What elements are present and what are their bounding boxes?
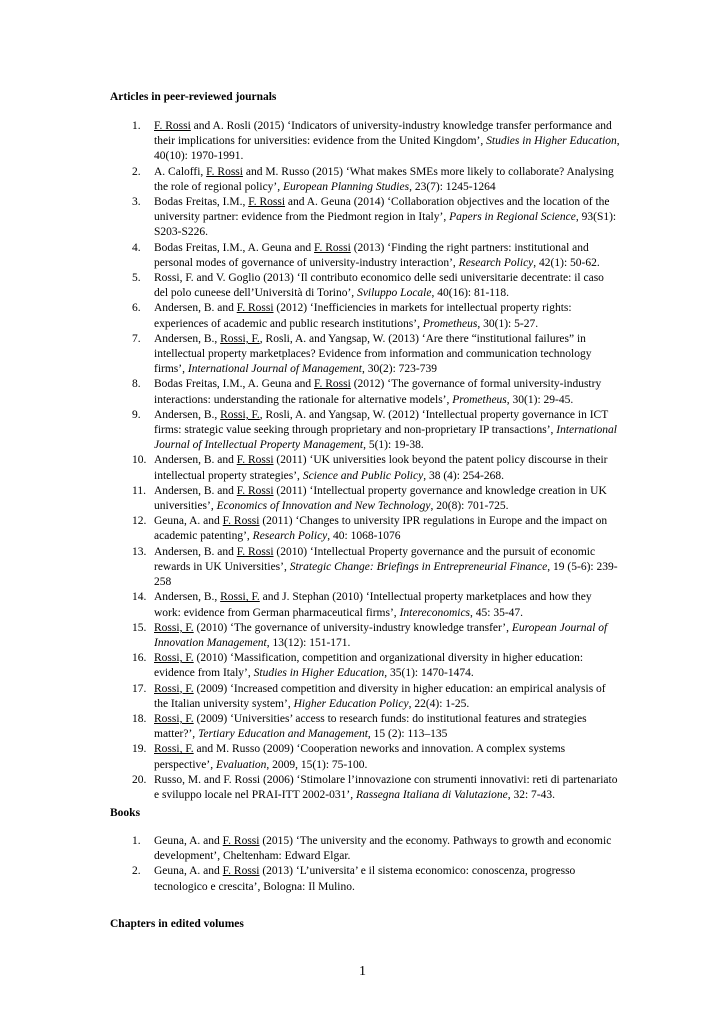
reference-text: Andersen, B. and — [154, 545, 237, 558]
journal-title: Evaluation — [215, 758, 267, 771]
reference-number: 7. — [132, 332, 141, 345]
reference-text: (2013) ‘Finding the right partners: institutional and personal modes of governance of university-industry interaction’, — [154, 241, 589, 269]
reference-item — [110, 119, 620, 165]
reference-item — [110, 590, 620, 620]
reference-item — [110, 834, 620, 864]
reference-text: Geuna, A. and — [154, 865, 223, 878]
journal-title: Papers in Regional Science — [449, 211, 576, 224]
author-name-underlined: F. Rossi — [206, 165, 243, 178]
reference-text: , 38 (4): 254-268. — [423, 469, 505, 482]
journal-title: Higher Education Policy — [293, 697, 409, 710]
author-name-underlined: F. Rossi — [222, 515, 260, 528]
reference-text: Andersen, B., — [154, 408, 221, 421]
reference-text: , 22(4): 1-25. — [408, 697, 470, 710]
reference-text: Andersen, B. and — [154, 454, 237, 467]
reference-text: , 13(12): 151-171. — [266, 636, 351, 649]
reference-number: 1. — [132, 835, 141, 847]
author-name-underlined: Rossi, F. — [154, 743, 194, 756]
reference-item — [110, 195, 620, 241]
reference-text: , 35(1): 1470-1474. — [384, 667, 474, 680]
reference-text: , 5(1): 19-38. — [363, 439, 424, 452]
author-name-underlined: F. Rossi — [314, 241, 351, 254]
author-name-underlined: F. Rossi — [222, 865, 260, 878]
reference-text: (2009) ‘Increased competition and diversity in higher education: an empirical analysis of the Italian university system’, — [154, 682, 606, 710]
journal-title: Prometheus — [452, 393, 507, 406]
reference-text: , 93(S1): S203-S226. — [154, 211, 617, 239]
reference-text: (2011) ‘UK universities look beyond the patent policy discourse in their intellectual property strategies’, — [154, 454, 608, 482]
reference-number: 2. — [132, 165, 141, 178]
journal-title: European Planning Studies — [283, 180, 410, 193]
journal-title: International Journal of Management — [187, 363, 362, 376]
reference-text: , 40(16): 81-118. — [431, 287, 509, 300]
journal-title: Tertiary Education and Management — [198, 728, 368, 741]
reference-text: Bodas Freitas, I.M., — [154, 196, 249, 209]
reference-text: (2011) ‘Changes to university IPR regulations in Europe and the impact on academic patenting’, — [154, 515, 608, 543]
reference-text: (2013) ‘L’universita’ e il sistema economico: conoscenza, progresso tecnologico e crescita’, Bologna: Il Mulino. — [154, 865, 576, 893]
author-name-underlined: F. Rossi — [236, 454, 274, 467]
reference-item — [110, 864, 620, 894]
reference-item — [110, 742, 620, 772]
reference-text: and A. Geuna (2014) ‘Collaboration objectives and the location of the university partner: evidence from the Piedmont region in Italy’, — [154, 196, 610, 224]
reference-number: 2. — [132, 865, 141, 878]
reference-item — [110, 453, 620, 483]
reference-number: 20. — [132, 773, 147, 786]
journal-title: Prometheus — [422, 317, 478, 330]
reference-text: (2010) ‘Intellectual Property governance and the pursuit of economic rewards in UK Universities’, — [154, 545, 596, 573]
journal-title: Studies in Higher Education — [253, 667, 385, 680]
reference-text: , 20(8): 701-725. — [430, 500, 509, 513]
author-name-underlined: Rossi, F. — [220, 591, 260, 604]
reference-text: (2010) ‘The governance of university-industry knowledge transfer’, — [193, 621, 512, 634]
reference-text: A. Caloffi, — [154, 165, 207, 178]
reference-item — [110, 514, 620, 544]
reference-number: 6. — [132, 302, 141, 315]
reference-text: Russo, M. and F. Rossi (2006) ‘Stimolare l’innovazione con strumenti innovativi: reti di partenariato e sviluppo locale nel PRAI-ITT 2002-031’, — [154, 773, 618, 801]
journal-title: Economics of Innovation and New Technology — [216, 500, 431, 513]
reference-number: 16. — [132, 652, 147, 665]
author-name-underlined: Rossi, F. — [220, 408, 260, 421]
journal-title: Sviluppo Locale — [357, 287, 432, 300]
author-name-underlined: Rossi, F. — [154, 652, 194, 665]
reference-text: Geuna, A. and — [154, 835, 223, 847]
author-name-underlined: F. Rossi — [222, 835, 260, 847]
author-name-underlined: Rossi, F. — [154, 621, 194, 634]
reference-item — [110, 484, 620, 514]
author-name-underlined: F. Rossi — [236, 484, 274, 497]
author-name-underlined: Rossi, F. — [154, 712, 194, 725]
reference-item — [110, 651, 620, 681]
reference-text: , 40: 1068-1076 — [327, 530, 401, 543]
reference-number: 12. — [132, 515, 147, 528]
journal-title: European Journal of Innovation Management — [154, 621, 608, 649]
reference-item — [110, 377, 620, 407]
reference-text: Andersen, B. and — [154, 302, 237, 315]
reference-item — [110, 241, 620, 271]
author-name-underlined: F. Rossi — [236, 302, 274, 315]
reference-item — [110, 408, 620, 454]
reference-text: and A. Rosli (2015) ‘Indicators of university-industry knowledge transfer performance and their implications for universities: evidence from the United Kingdom’, — [154, 120, 612, 148]
reference-item — [110, 621, 620, 651]
journal-title: Rassegna Italiana di Valutazione — [355, 788, 508, 801]
reference-text: Rossi, F. and V. Goglio (2013) ‘Il contributo economico delle sedi universitarie decentrate: il caso del polo cuneese dell’Università di Torino’, — [154, 272, 604, 300]
reference-number: 5. — [132, 272, 141, 285]
reference-text: Andersen, B. and — [154, 484, 237, 497]
reference-item — [110, 301, 620, 331]
reference-text: and M. Russo (2009) ‘Cooperation neworks and innovation. A complex systems perspective’, — [154, 743, 566, 771]
author-name-underlined: Rossi, F. — [220, 332, 260, 345]
reference-text: , 30(1): 5-27. — [477, 317, 539, 330]
page-number: 1 — [359, 964, 366, 979]
reference-item — [110, 332, 620, 378]
reference-text: and M. Russo (2015) ‘What makes SMEs more likely to collaborate? Analysing the role of regional policy’, — [154, 165, 614, 193]
reference-text: Bodas Freitas, I.M., A. Geuna and — [154, 241, 315, 254]
reference-item — [110, 682, 620, 712]
reference-item — [110, 712, 620, 742]
reference-text: , 40(10): 1970-1991. — [154, 135, 620, 163]
reference-number: 18. — [132, 712, 147, 725]
author-name-underlined: F. Rossi — [314, 378, 351, 391]
reference-text: , 2009, 15(1): 75-100. — [266, 758, 368, 771]
books-list — [110, 834, 620, 895]
reference-text: (2010) ‘Massification, competition and organizational diversity in higher education: evidence from Italy’, — [154, 652, 584, 680]
reference-text: (2009) ‘Universities’ access to research funds: do institutional features and strategies matter?’, — [154, 712, 587, 741]
reference-text: , 42(1): 50-62. — [533, 256, 600, 269]
journal-title: International Journal of Intellectual Property Management — [154, 424, 617, 452]
reference-number: 17. — [132, 682, 147, 695]
reference-number: 15. — [132, 621, 147, 634]
reference-item — [110, 271, 620, 301]
reference-text: (2011) ‘Intellectual property governance and knowledge creation in UK universities’, — [154, 484, 607, 513]
journal-title: Research Policy — [252, 530, 328, 543]
reference-item — [110, 545, 620, 591]
reference-text: , 30(2): 723-739 — [361, 363, 437, 376]
articles-heading: Articles in peer-reviewed journals — [110, 91, 277, 103]
reference-text: (2012) ‘Inefficiencies in markets for intellectual property rights: experiences of academic and public research institutions’, — [154, 302, 572, 330]
reference-item — [110, 165, 620, 195]
reference-number: 10. — [132, 454, 147, 467]
reference-number: 19. — [132, 743, 147, 756]
reference-text: , 15 (2): 113–135 — [367, 728, 448, 741]
reference-text: Andersen, B., — [154, 591, 221, 604]
author-name-underlined: F. Rossi — [248, 196, 286, 209]
reference-text: , 45: 35-47. — [470, 606, 524, 619]
reference-text: (2015) ‘The university and the economy. Pathways to growth and economic development’, Cheltenham: Edward Elgar. — [154, 835, 612, 863]
reference-text: , 32: 7-43. — [507, 788, 555, 801]
author-name-underlined: Rossi, F. — [154, 682, 194, 695]
reference-number: 3. — [132, 196, 141, 209]
books-heading: Books — [110, 807, 141, 819]
reference-text: , Rosli, A. and Yangsap, W. (2012) ‘Intellectual property governance in ICT firms: strategic value seeking through proprietary and non-proprietary IP transactions’, — [154, 408, 609, 437]
author-name-underlined: F. Rossi — [236, 545, 274, 558]
reference-number: 8. — [132, 378, 141, 391]
journal-title: Intereconomics — [399, 606, 471, 619]
reference-text: , Rosli, A. and Yangsap, W. (2013) ‘Are there “institutional failures” in intellectual property marketplaces? Evidence from information and communication technology firms’, — [154, 332, 592, 376]
reference-text: , 19 (5-6): 239-258 — [154, 560, 618, 589]
reference-text: Andersen, B., — [154, 332, 221, 345]
reference-text: Bodas Freitas, I.M., A. Geuna and — [154, 378, 315, 391]
reference-text: Geuna, A. and — [154, 515, 223, 528]
reference-text: , 23(7): 1245-1264 — [409, 180, 496, 193]
reference-item — [110, 773, 620, 803]
reference-number: 11. — [132, 484, 146, 497]
reference-number: 4. — [132, 241, 141, 254]
journal-title: Science and Public Policy — [302, 469, 424, 482]
reference-text: and J. Stephan (2010) ‘Intellectual property marketplaces and how they work: evidence from German pharmaceutical firms’, — [154, 591, 592, 619]
reference-number: 13. — [132, 545, 147, 558]
author-name-underlined: F. Rossi — [154, 120, 191, 132]
reference-text: (2012) ‘The governance of formal university-industry interactions: understanding the rationale for alternative models’, — [154, 378, 602, 406]
articles-list — [110, 119, 620, 803]
journal-title: Research Policy — [458, 256, 534, 269]
reference-text: , 30(1): 29-45. — [506, 393, 574, 406]
reference-number: 9. — [132, 408, 141, 421]
reference-number: 14. — [132, 591, 147, 604]
reference-number: 1. — [132, 120, 141, 132]
journal-title: Strategic Change: Briefings in Entrepreneurial Finance — [289, 560, 548, 573]
journal-title: Studies in Higher Education — [486, 135, 617, 148]
chapters-heading: Chapters in edited volumes — [110, 918, 244, 930]
